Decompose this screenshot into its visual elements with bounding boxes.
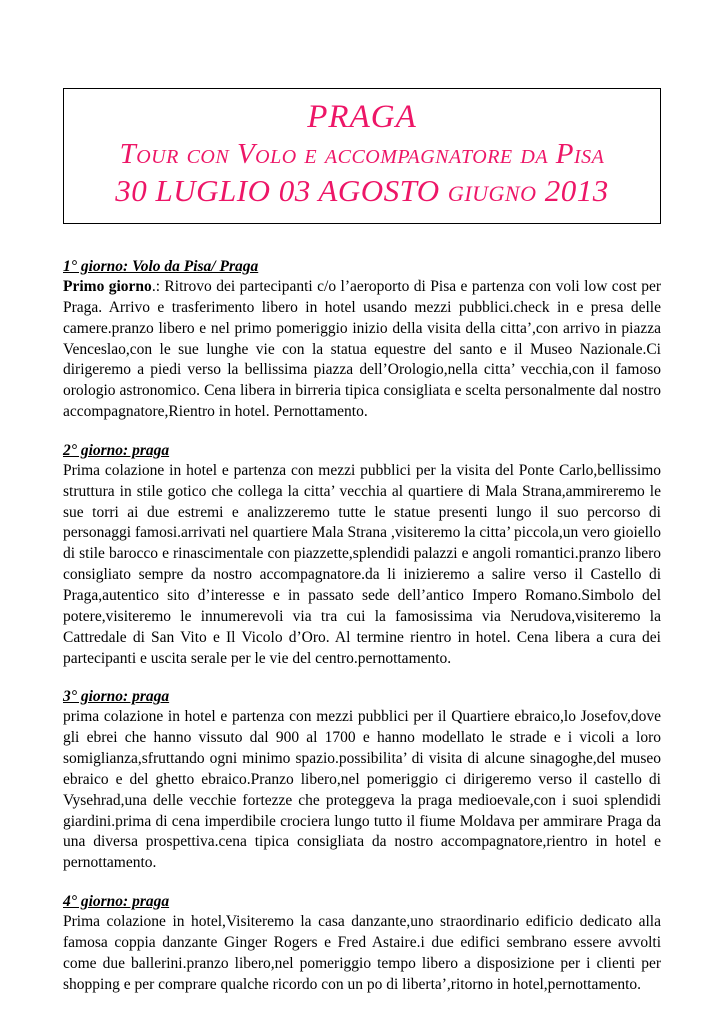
document-subtitle: Tour con Volo e accompagnatore da Pisa bbox=[119, 138, 605, 170]
day-section-4 bbox=[63, 893, 661, 995]
day-1-lead: Primo giorno bbox=[63, 278, 152, 295]
day-3-heading: 3° giorno: praga bbox=[63, 688, 170, 706]
day-1-body: .: Ritrovo dei partecipanti c/o l’aeroporto di Pisa e partenza con voli low cost per Praga. Arrivo e trasferimento libero in hotel usando mezzi pubblici.check in e presa delle camere.pranzo libero e nel primo pomeriggio inizio della visita della citta’,con arrivo in piazza Venceslao,con le sue lunghe vie con la statua equestre del santo e il Museo Nazionale.Ci dirigeremo a piedi verso la bellissima piazza dell’Orologio,nella citta’ vecchia,con il famoso orologio astronomico. Cena libera in birreria tipica consigliata e scelta personalmente dal nostro accompagnatore,Rientro in hotel. Pernottamento. bbox=[63, 278, 661, 421]
day-2-paragraph bbox=[63, 461, 661, 669]
day-2-body: Prima colazione in hotel e partenza con mezzi pubblici per la visita del Ponte Carlo,bellissimo struttura in stile gotico che collega la citta’ vecchia al quartiere di Mala Strana,ammireremo le sue torri ai due estremi e analizzeremo tutte le statue presenti lungo il suo percorso di personaggi famosi.arrivati nel quartiere Mala Strana ,visiteremo la citta’ piccola,un vero gioiello di stile barocco e rinascimentale con piazzette,splendidi palazzi e angoli romantici.pranzo libero consigliato sempre da nostro accompagnatore.da li inizieremo a salire verso il Castello di Praga,autentico sito d’interesse e in passato sede dell’antico Impero Romano.Simbolo del potere,visiteremo le innumerevoli via tra cui la famosissima via Nerudova,visiteremo la Cattredale di San Vito e Il Vicolo d’Oro. Al termine rientro in hotel. Cena libera a cura dei partecipanti e uscita serale per le vie del centro.pernottamento. bbox=[63, 461, 661, 667]
day-4-body: Prima colazione in hotel,Visiteremo la casa danzante,uno straordinario edificio dedicato alla famosa coppia danzante Ginger Rogers e Fred Astaire.i due edifici sembrano essere avvolti come due ballerini.pranzo libero,nel pomeriggio tempo libero a disposizione per i clienti per shopping e per comprare qualche ricordo con un po di liberta’,ritorno in hotel,pernottamento. bbox=[63, 913, 661, 993]
day-3-body: prima colazione in hotel e partenza con mezzi pubblici per il Quartiere ebraico,lo Josefov,dove gli ebrei che hanno vissuto dal 900 al 1700 e hanno modellato le strade e i vicoli a loro somiglianza,sfruttando ogni minimo spazio.possibilita’ di visita di alcune sinagoghe,del museo ebraico e del ghetto ebraico.Pranzo libero,nel pomeriggio ci dirigeremo verso il castello di Vysehrad,una delle vecchie fortezze che proteggeva la praga medioevale,con i suoi splendidi giardini.prima di cena imperdibile crociera lungo tutto il fiume Moldava per ammirare Praga da una diversa prospettiva.cena tipica consigliata da nostro accompagnatore,rientro in hotel e pernottamento. bbox=[63, 708, 661, 872]
day-section-1 bbox=[63, 258, 661, 423]
day-1-heading: 1° giorno: Volo da Pisa/ Praga bbox=[63, 258, 259, 275]
day-section-2 bbox=[63, 442, 661, 669]
title-box bbox=[63, 88, 661, 224]
document-dates: 30 LUGLIO 03 AGOSTO giugno 2013 bbox=[115, 173, 609, 208]
day-2-heading: 2° giorno: praga bbox=[63, 441, 170, 459]
document-title: PRAGA bbox=[307, 99, 417, 135]
day-1-paragraph bbox=[63, 277, 661, 423]
day-section-3 bbox=[63, 688, 661, 874]
day-4-paragraph bbox=[63, 912, 661, 995]
day-4-heading: 4° giorno: praga bbox=[63, 893, 170, 911]
day-3-paragraph bbox=[63, 707, 661, 874]
